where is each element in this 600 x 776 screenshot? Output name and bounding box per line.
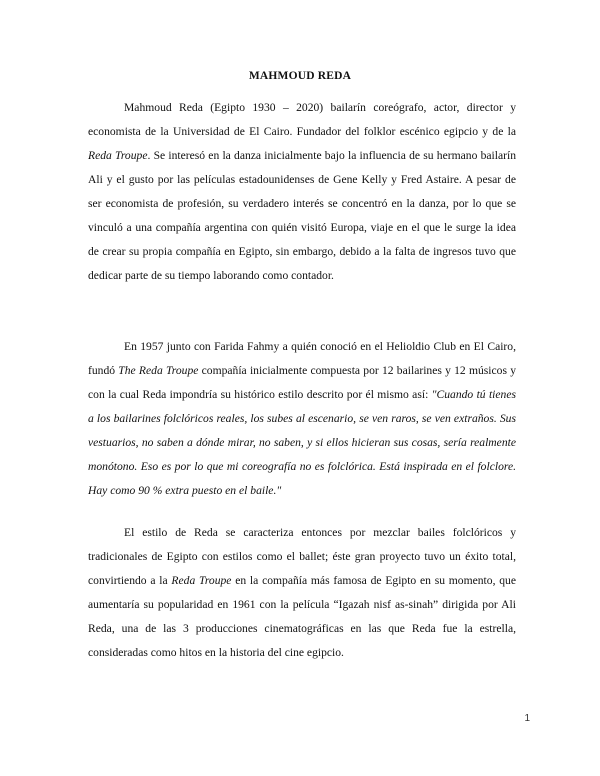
paragraph-3-text-c: en la compañía más famosa de Egipto en su momento, que aumentaría su popularidad en 1961 con la película “Igazah nisf as-sinah” dirigida por Ali Reda, una de las 3 producciones cinematográficas en las que Reda fue la estrella, consideradas como hitos en la historia del cine egipcio. — [88, 574, 516, 659]
paragraph-1-text-a: Mahmoud Reda (Egipto 1930 – 2020) bailarín coreógrafo, actor, director y economista de la Universidad de El Cairo. Fundador del folklor escénico egipcio y de la — [88, 101, 516, 138]
paragraph-3 — [88, 521, 516, 665]
paragraph-2-text — [88, 335, 516, 503]
paragraph-2-text-a: En 1957 junto con Farida Fahmy a quién conoció en el Helioldio Club en El Cairo, fundó — [88, 340, 516, 377]
paragraph-3-text-a: El estilo de Reda se caracteriza entonces por mezclar bailes folclóricos y tradicionales de Egipto con estilos como el ballet; éste gran proyecto tuvo un éxito total, convirtiendo a la — [88, 526, 516, 587]
paragraph-3-emphasis: Reda Troupe — [171, 574, 232, 587]
page-number: 1 — [524, 713, 530, 724]
paragraph-3-text — [88, 521, 516, 665]
paragraph-2-text-c: compañía inicialmente compuesta por 12 bailarines y 12 músicos y con la cual Reda impondría su histórico estilo descrito por él mismo así: — [88, 364, 516, 401]
page-title: MAHMOUD REDA — [248, 70, 352, 82]
paragraph-1-emphasis: Reda Troupe — [88, 149, 148, 162]
paragraph-2-emphasis: The Reda Troupe — [118, 364, 199, 377]
paragraph-2 — [88, 335, 516, 503]
paragraph-1-text — [88, 96, 516, 288]
paragraph-1 — [88, 96, 516, 288]
paragraph-1-text-c: . Se interesó en la danza inicialmente bajo la influencia de su hermano bailarín Ali y el gusto por las películas estadounidenses de Gene Kelly y Fred Astaire. A pesar de ser economista de profesión, su verdadero interés se concentró en la danza, por lo que se vinculó a una compañía argentina con quién visitó Europa, viaje en el que le surge la idea de crear su propia compañía en Egipto, sin embargo, debido a la falta de ingresos tuvo que dedicar parte de su tiempo laborando como contador. — [88, 149, 516, 282]
paragraph-2-quote: "Cuando tú tienes a los bailarines folclóricos reales, los subes al escenario, se ven raros, se ven extraños. Sus vestuarios, no saben a dónde mirar, no saben, y si ellos hicieran sus cosas, sería realmente monótono. Eso es por lo que mi coreografía no es folclórica. Está inspirada en el folclore. Hay como 90 % extra puesto en el baile." — [88, 388, 516, 497]
